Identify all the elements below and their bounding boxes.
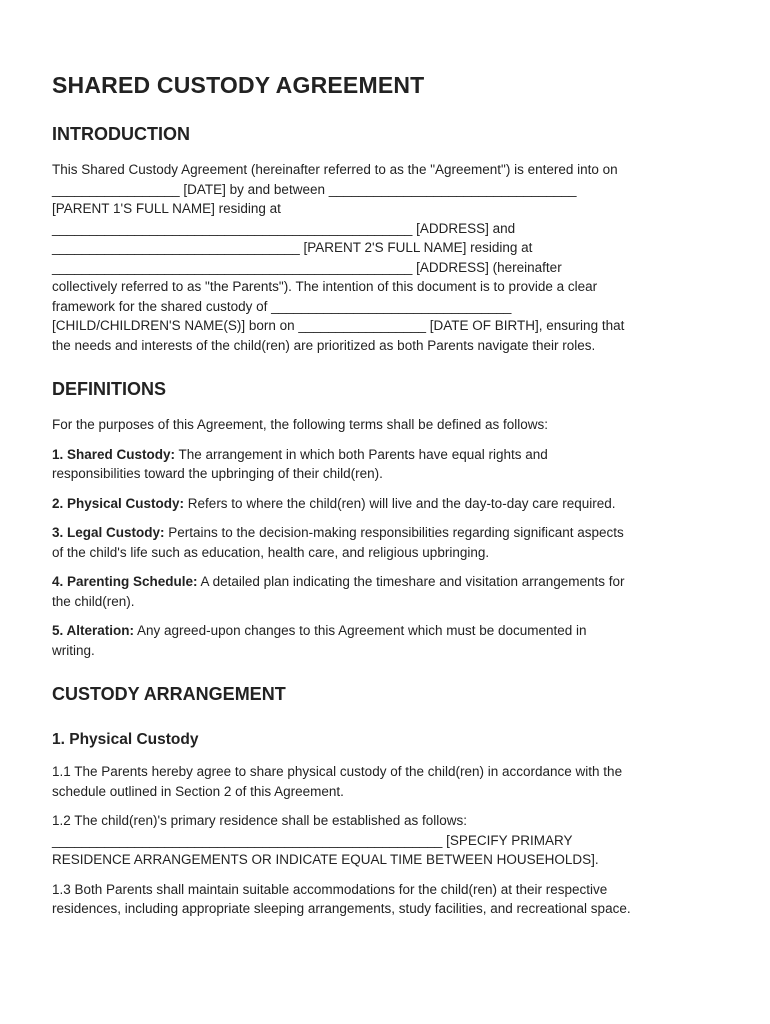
clause-line: 1.2 The child(ren)'s primary residence shall be established as follows: [52,813,468,828]
custody-arrangement-heading: CUSTODY ARRANGEMENT [52,684,286,704]
definition-item [52,572,722,611]
intro-line: framework for the shared custody of ________________________________ [52,298,512,314]
definition-text: Any agreed-upon changes to this Agreement which must be documented in [134,623,587,638]
clause-line: residences, including appropriate sleeping arrangements, study facilities, and recreational space. [52,901,631,916]
physical-custody-subheading: 1. Physical Custody [52,731,199,748]
clause-1-2 [52,811,722,870]
intro-line: the needs and interests of the child(ren) are prioritized as both Parents navigate their roles. [52,337,596,353]
definition-text: responsibilities toward the upbringing of their child(ren). [52,466,383,481]
clause-line: ____________________________________________________ [SPECIFY PRIMARY [52,832,573,848]
clause-line: 1.3 Both Parents shall maintain suitable accommodations for the child(ren) at their respective [52,881,608,897]
document-body [52,70,722,919]
intro-line: ________________________________________________ [ADDRESS] (hereinafter [52,259,562,275]
definition-text: The arrangement in which both Parents have equal rights and [175,446,548,462]
intro-line: _________________________________ [PARENT 2'S FULL NAME] residing at [52,240,533,255]
document-title: SHARED CUSTODY AGREEMENT [52,72,425,98]
definition-text: writing. [52,642,95,658]
clause-1-1 [52,762,722,801]
clause-line: 1.1 The Parents hereby agree to share physical custody of the child(ren) in accordance with the [52,764,623,779]
intro-line: ________________________________________________ [ADDRESS] and [52,220,516,236]
definition-term: 4. Parenting Schedule: [52,574,198,589]
definition-term: 5. Alteration: [52,623,135,638]
definition-text: of the child's life such as education, health care, and religious upbringing. [52,544,490,560]
definition-text: Pertains to the decision-making responsibilities regarding significant aspects [164,525,624,540]
definitions-heading: DEFINITIONS [52,379,167,399]
definition-term: 1. Shared Custody: [52,446,176,462]
intro-line: This Shared Custody Agreement (hereinafter referred to as the "Agreement") is entered into on [52,162,618,177]
intro-line: [CHILD/CHILDREN'S NAME(S)] born on _________________ [DATE OF BIRTH], ensuring that [52,318,625,333]
definition-text: Refers to where the child(ren) will live and the day-to-day care required. [184,495,616,511]
definition-term: 3. Legal Custody: [52,525,165,540]
definition-text: the child(ren). [52,593,135,609]
clause-1-3 [52,880,722,919]
introduction-paragraph [52,160,722,355]
definitions-intro: For the purposes of this Agreement, the following terms shall be defined as follows: [52,417,549,432]
definition-item [52,523,722,562]
introduction-heading: INTRODUCTION [52,124,190,144]
definition-text: A detailed plan indicating the timeshare and visitation arrangements for [197,574,625,589]
clause-line: RESIDENCE ARRANGEMENTS OR INDICATE EQUAL TIME BETWEEN HOUSEHOLDS]. [52,852,599,867]
clause-line: schedule outlined in Section 2 of this Agreement. [52,783,344,799]
definition-item [52,621,722,660]
definition-term: 2. Physical Custody: [52,495,185,511]
definition-item [52,494,722,514]
intro-line: collectively referred to as "the Parents"). The intention of this document is to provide a clear [52,279,598,294]
intro-line: _________________ [DATE] by and between _________________________________ [52,181,577,197]
definition-item [52,445,722,484]
intro-line: [PARENT 1'S FULL NAME] residing at [52,201,281,216]
